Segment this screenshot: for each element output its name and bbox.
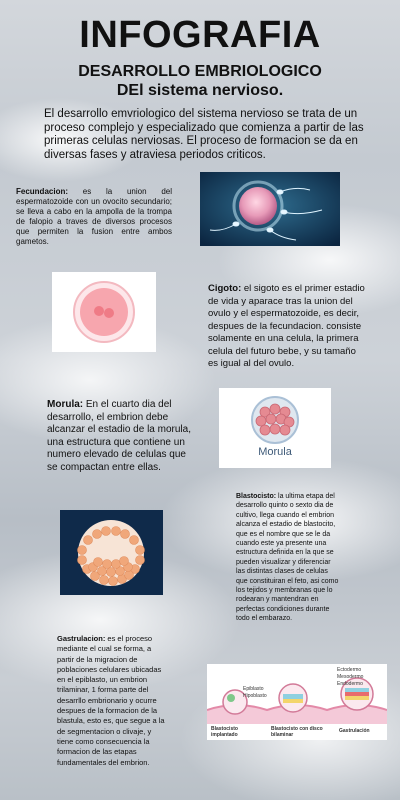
cigoto-text: [208, 283, 366, 371]
intro-paragraph: El desarrollo emvriologico del sistema nervioso se trata de un proceso complejo y especializado que comienza a partir de las primeras celulas nerviosas. El proceso de formacion se da en diversas fases y atraviesa periodos criticos.: [44, 108, 364, 161]
gastrulacion-body: es el proceso mediante el cual se forma, a partir de la migracion de poblaciones celulares ubicadas en el epiblasto, un embrion trilaminar, 1 forma parte del desarrllo embrionario y ocurre despues de la formacion de la blastula, esto es, que segue a la de segmentacion o clivaje, y tiene como consecuencia la formacion de las etapas fundamentales del embrion.: [57, 634, 165, 767]
morula-body: En el cuarto dia del desarrollo, el embrion debe alcanzar el estadio de la morula, una estructura que contiene un numero elevado de celulas que se compactan entre ellas.: [47, 399, 191, 473]
morula-caption: Morula: [258, 446, 292, 458]
label-epiblasto: Epiblasto: [243, 686, 264, 692]
blastocyst-image: [60, 510, 163, 595]
label-ectodermo: Ectodermo: [337, 667, 362, 673]
morula-text: [47, 399, 193, 474]
blastocisto-text: [236, 492, 340, 624]
subtitle-line-1: DESARROLLO EMBRIOLOGICO: [78, 63, 322, 80]
morula-term: Morula:: [47, 399, 84, 410]
page-title: INFOGRAFIA: [79, 14, 321, 56]
label-endodermo: Endodermo: [337, 681, 363, 687]
gastrulacion-text: [57, 634, 169, 768]
label-mesodermo: Mesodermo: [337, 674, 364, 680]
fecundacion-term: Fecundacion:: [16, 187, 69, 196]
gastrulation-image: [207, 664, 387, 740]
fecundacion-body: es la union del espermatozoide con un ovocito secundario; se lleva a cabo en la ampolla de la trompa de falopio a traves de diversos procesos que permiten la fusion entre ambos gametos.: [16, 187, 172, 246]
blastocisto-body: la ultima etapa del desarrollo quinto o sexto dia de cultivo, llega cuando el embrion alcanza el estadio de blastocito, que es el nombre que se le da cuando este ya presente una estructura definida en la que se pueden visualizar y diferenciar las distintas clases de celulas que constituiran el feto, asi como los tejidos y membranas que lo rodearan y mantendran en perfectas condiciones durante todo el embarazo.: [236, 493, 339, 623]
morula-image: [219, 388, 331, 468]
label-blastocisto-disco: Blastocisto con disco bilaminar: [271, 726, 323, 738]
fertilization-image: [200, 172, 340, 246]
label-blastocisto-implantado: Blastocisto implantado: [211, 726, 238, 738]
cigoto-term: Cigoto:: [208, 283, 242, 294]
cigoto-body: el sigoto es el primer estadio de vida y aparace tras la union del ovulo y el espermatozoide, es decir, despues de la fecundacion. consiste solamente en una celula, la primera celula del futuro bebe, y su tamaño es igual al del ovulo.: [208, 283, 365, 369]
blastocisto-term: Blastocisto:: [236, 493, 277, 500]
fecundacion-text: [16, 187, 172, 247]
page-subtitle: [0, 62, 400, 100]
label-gastrulacion: Gastrulación: [339, 728, 370, 734]
label-hipoblasto: Hipoblasto: [243, 693, 267, 699]
subtitle-line-2: DEl sistema nervioso.: [116, 82, 284, 99]
zygote-image: [52, 272, 156, 352]
gastrulacion-term: Gastrulacion:: [57, 634, 106, 643]
